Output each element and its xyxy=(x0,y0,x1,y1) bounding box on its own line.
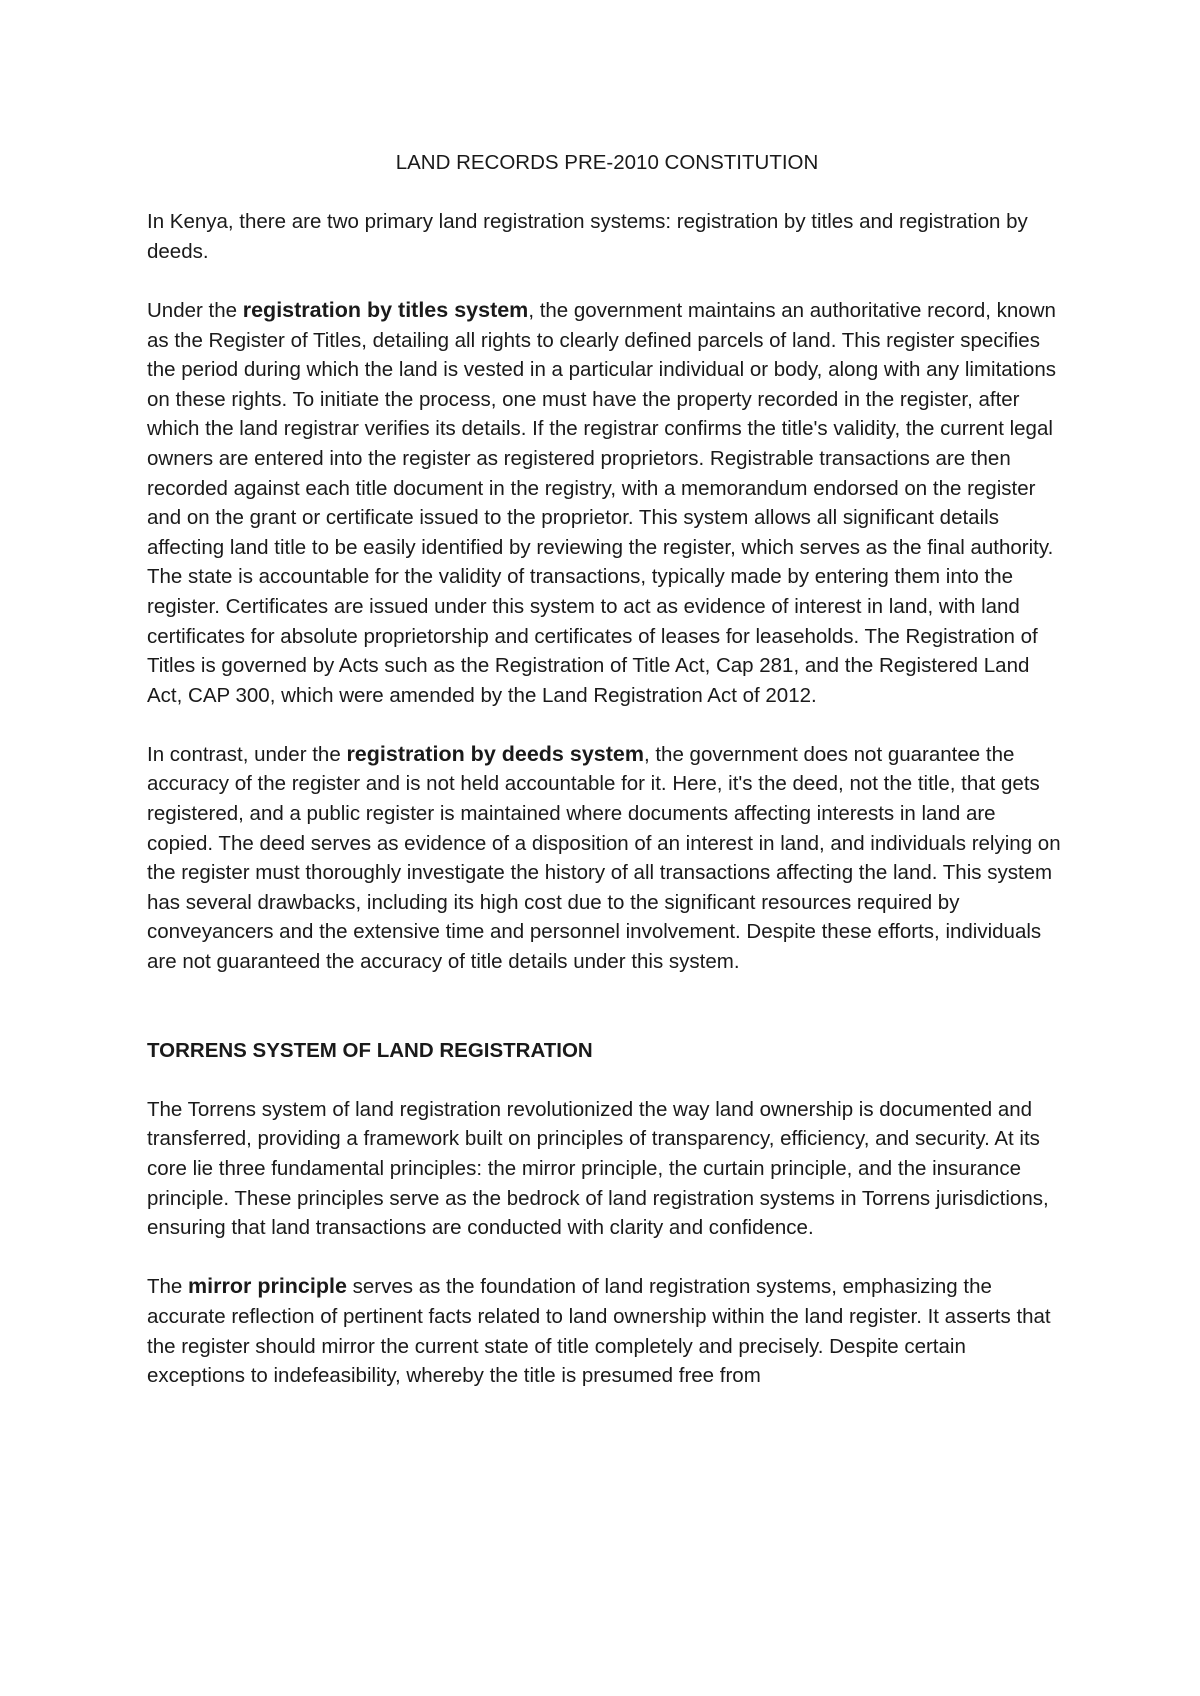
titles-system-paragraph xyxy=(147,296,1067,710)
titles-lead-text: Under the xyxy=(147,298,243,322)
torrens-section-heading: TORRENS SYSTEM OF LAND REGISTRATION xyxy=(147,1038,593,1062)
mirror-lead-text: The xyxy=(147,1275,189,1299)
document-title: LAND RECORDS PRE-2010 CONSTITUTION xyxy=(395,151,819,174)
titles-system-term: registration by titles system xyxy=(242,297,529,322)
deeds-body-text: , the government does not guarantee the accuracy of the register and is not held accountable for it. Here, it's the deed, not the title, that gets registered, and a public register is maintained where documents affecting interests in land are copied. The deed serves as evidence of a disposition of an interest in land, and individuals relying on the register must thoroughly investigate the history of all transactions affecting the land. This system has several drawbacks, including its high cost due to the significant resources required by conveyancers and the extensive time and personnel involvement. Despite these efforts, individuals are not guaranteed the accuracy of title details under this system. xyxy=(147,742,1061,974)
deeds-system-paragraph xyxy=(147,740,1067,977)
torrens-paragraph: The Torrens system of land registration revolutionized the way land ownership is documented and transferred, providing a framework built on principles of transparency, efficiency, and security. At its core lie three fundamental principles: the mirror principle, the curtain principle, and the insurance principle. These principles serve as the bedrock of land registration systems in Torrens jurisdictions, ensuring that land transactions are conducted with clarity and confidence. xyxy=(147,1097,1049,1240)
mirror-body-text: serves as the foundation of land registration systems, emphasizing the accurate reflection of pertinent facts related to land ownership within the land register. It asserts that the register should mirror the current state of title completely and precisely. Despite certain exceptions to indefeasibility, whereby the title is presumed free from xyxy=(147,1275,1051,1388)
document-body xyxy=(147,148,1067,1420)
mirror-principle-term: mirror principle xyxy=(188,1274,347,1299)
mirror-principle-paragraph xyxy=(147,1272,1067,1390)
deeds-system-term: registration by deeds system xyxy=(346,741,644,766)
intro-paragraph: In Kenya, there are two primary land registration systems: registration by titles and registration by deeds. xyxy=(147,210,1028,263)
titles-body-text: , the government maintains an authoritative record, known as the Register of Titles, detailing all rights to clearly defined parcels of land. This register specifies the period during which the land is vested in a particular individual or body, along with any limitations on these rights. To initiate the process, one must have the property recorded in the register, after which the land registrar verifies its details. If the registrar confirms the title's validity, the current legal owners are entered into the register as registered proprietors. Registrable transactions are then recorded against each title document in the registry, with a memorandum endorsed on the register and on the grant or certificate issued to the proprietor. This system allows all significant details affecting land title to be easily identified by reviewing the register, which serves as the final authority. The state is accountable for the validity of transactions, typically made by entering them into the register. Certificates are issued under this system to act as evidence of interest in land, with land certificates for absolute proprietorship and certificates of leases for leaseholds. The Registration of Titles is governed by Acts such as the Registration of Title Act, Cap 281, and the Registered Land Act, CAP 300, which were amended by the Land Registration Act of 2012. xyxy=(147,298,1056,707)
deeds-lead-text: In contrast, under the xyxy=(147,742,347,766)
